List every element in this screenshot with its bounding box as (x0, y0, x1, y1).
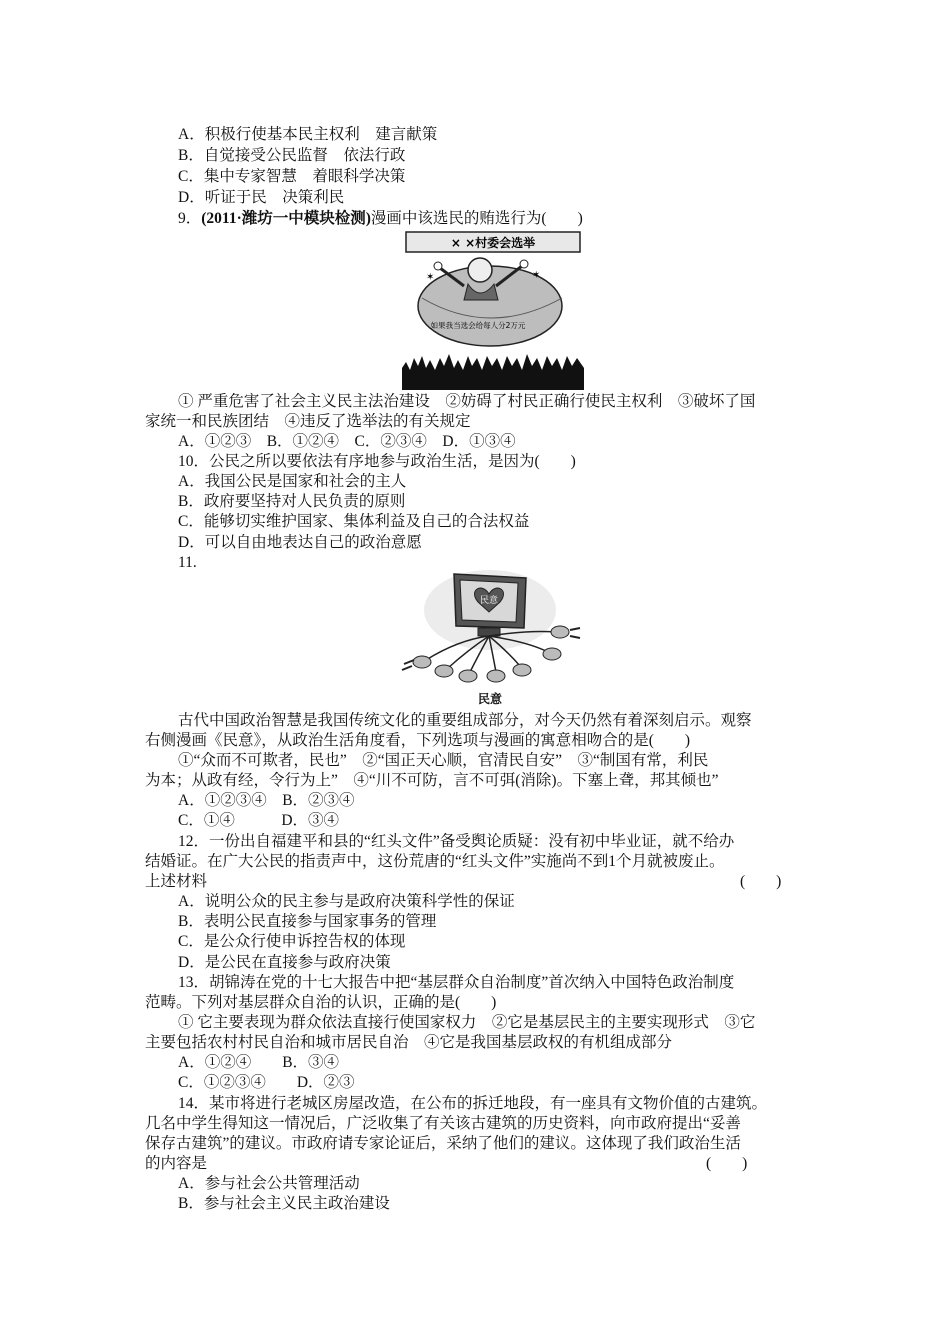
plug-icon (459, 670, 477, 682)
q13-statements-line2: 主要包括农村村民自治和城市居民自治 ④它是我国基层政权的有机组成部分 (145, 1034, 673, 1051)
q12-option-a: A．说明公众的民主参与是政府决策科学性的保证 (178, 893, 515, 910)
q9-text: 漫画中该选民的贿选行为( ) (370, 210, 583, 227)
q8-option-d: D．听证于民 决策利民 (178, 189, 345, 206)
plug-icon (551, 626, 569, 638)
q11-statements-line1: ①“众而不可欺者，民也” ②“国正天心顺，官清民自安” ③“制国有常，利民 (178, 752, 709, 769)
candidate-head (468, 258, 492, 282)
public-opinion-cartoon (398, 568, 584, 688)
q12-option-c: C．是公众行使申诉控告权的体现 (178, 933, 406, 950)
q12-answer-paren: ( ) (740, 873, 782, 890)
plug-icon (413, 656, 431, 668)
plug-icon (513, 664, 531, 676)
q8-option-c: C．集中专家智慧 着眼科学决策 (178, 168, 406, 185)
q9-statements-line2: 家统一和民族团结 ④违反了选举法的有关规定 (145, 413, 471, 430)
q11-options-ab: A．①②③④ B．②③④ (178, 792, 355, 809)
q14-stem-line3: 保存古建筑”的建议。市政府请专家论证后，采纳了他们的建议。这体现了我们政治生活 (145, 1135, 741, 1152)
money-bag (418, 266, 562, 346)
bribery-election-cartoon (402, 228, 584, 390)
q14-option-a: A．参与社会公共管理活动 (178, 1175, 360, 1192)
q12-stem-line2: 结婚证。在广大公民的指责声中，这份荒唐的“红头文件”实施尚不到1个月就被废止。 (145, 853, 725, 870)
q12-option-d: D．是公民在直接参与政府决策 (178, 954, 391, 971)
q13-options-cd: C．①②③④ D．②③ (178, 1074, 355, 1091)
q12-stem-line1: 12．一份出自福建平和县的“红头文件”备受舆论质疑：没有初中毕业证，就不给办 (178, 833, 735, 850)
q14-stem-line1: 14．某市将进行老城区房屋改造，在公布的拆迁地段，有一座具有文物价值的古建筑。 (178, 1095, 768, 1112)
q11-statements-line2: 为本；从政有经，令行为上” ④“川不可防，言不可弭(消除)。下塞上聋，邦其倾也” (145, 772, 719, 789)
q11-number: 11. (178, 554, 197, 571)
q10-option-d: D．可以自由地表达自己的政治意愿 (178, 534, 422, 551)
q13-stem-line1: 13．胡锦涛在党的十七大报告中把“基层群众自治制度”首次纳入中国特色政治制度 (178, 974, 735, 991)
q8-option-b: B．自觉接受公民监督 依法行政 (178, 147, 406, 164)
q8-option-a: A．积极行使基本民主权利 建言献策 (178, 126, 438, 143)
q14-stem-line2: 几名中学生得知这一情况后，广泛收集了有关该古建筑的历史资料，向市政府提出“妥善 (145, 1115, 741, 1132)
q10-option-c: C．能够切实维护国家、集体利益及自己的合法权益 (178, 513, 530, 530)
q10-option-b: B．政府要坚持对人民负责的原则 (178, 493, 406, 510)
q13-options-ab: A．①②④ B．③④ (178, 1054, 340, 1071)
q13-stem-line2: 范畴。下列对基层群众自治的认识，正确的是( ) (145, 994, 497, 1011)
q9-source: (2011·潍坊一中模块检测) (201, 210, 371, 227)
q9-statements-line1: ① 严重危害了社会主义民主法治建设 ②妨碍了村民正确行使民主权利 ③破坏了国 (178, 393, 756, 410)
q10-stem: 10．公民之所以要依法有序地参与政治生活，是因为( ) (178, 453, 576, 470)
q14-stem-line4: 的内容是 (145, 1155, 208, 1172)
q14-option-b: B．参与社会主义民主政治建设 (178, 1195, 390, 1212)
screen-text: 民意 (479, 596, 499, 606)
q10-option-a: A．我国公民是国家和社会的主人 (178, 473, 407, 490)
plug-icon (487, 670, 505, 682)
q9-options: A．①②③ B．①②④ C．②③④ D．①③④ (178, 433, 516, 450)
money-bag-text: 如果我当选会给每人分2万元 (430, 321, 526, 330)
q9-number: 9． (178, 210, 202, 227)
plug-icon (435, 665, 453, 677)
svg-text:✶: ✶ (426, 272, 435, 283)
svg-text:✶: ✶ (532, 270, 541, 281)
q9-stem (178, 209, 848, 229)
q11-options-cd: C．①④ D．③④ (178, 812, 340, 829)
q12-stem-line3: 上述材料 (145, 873, 208, 890)
q12-option-b: B．表明公民直接参与国家事务的管理 (178, 913, 437, 930)
q14-answer-paren: ( ) (706, 1155, 748, 1172)
plug-icon (543, 648, 561, 660)
q11-stem-line2: 右侧漫画《民意》，从政治生活角度看，下列选项与漫画的寓意相吻合的是( ) (145, 732, 691, 749)
election-banner-text: × ×村委会选举 (450, 236, 536, 250)
cartoon-caption: 民意 (478, 692, 503, 706)
q13-statements-line1: ① 它主要表现为群众依法直接行使国家权力 ②它是基层民主的主要实现形式 ③它 (178, 1014, 756, 1031)
q11-stem-line1: 古代中国政治智慧是我国传统文化的重要组成部分，对今天仍然有着深刻启示。观察 (178, 712, 752, 729)
